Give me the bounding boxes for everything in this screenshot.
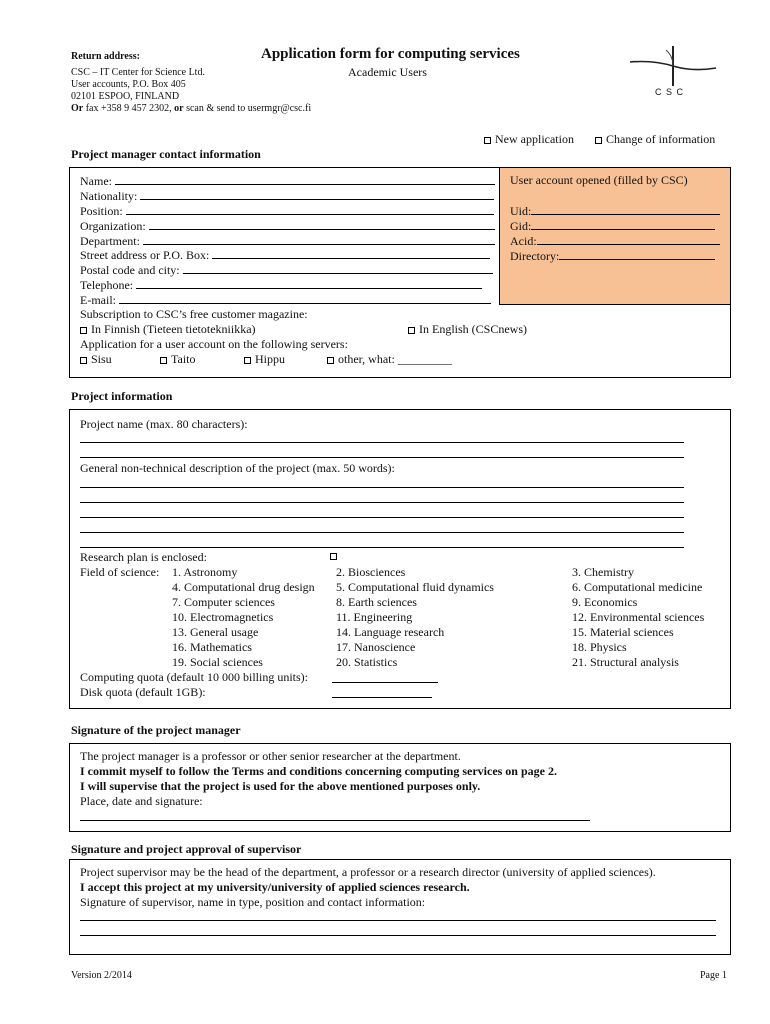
disk-quota-label: Disk quota (default 1GB): xyxy=(80,685,206,699)
address-line-3: 02101 ESPOO, FINLAND xyxy=(71,91,180,102)
email-label: E-mail: xyxy=(80,293,116,307)
pm-signature-title: Signature of the project manager xyxy=(71,723,241,737)
english-option[interactable] xyxy=(408,322,527,337)
finnish-option[interactable] xyxy=(80,322,256,337)
science-field-item[interactable]: 11. Engineering xyxy=(336,610,413,624)
version-label: Version 2/2014 xyxy=(71,970,132,981)
server-sisu[interactable] xyxy=(80,352,112,367)
form-subtitle: Academic Users xyxy=(348,65,427,79)
pm-signature-line-3: I will supervise that the project is used for the above mentioned purposes only. xyxy=(80,779,481,793)
organization-label: Organization: xyxy=(80,219,146,233)
science-field-item[interactable]: 5. Computational fluid dynamics xyxy=(336,580,494,594)
research-plan-checkbox[interactable] xyxy=(330,553,337,560)
change-info-label: Change of information xyxy=(606,132,716,146)
science-field-item[interactable]: 18. Physics xyxy=(572,640,627,654)
position-label: Position: xyxy=(80,204,123,218)
telephone-field[interactable] xyxy=(80,277,482,293)
server-other[interactable] xyxy=(327,352,452,367)
email-field[interactable] xyxy=(80,292,491,308)
project-desc-label: General non-technical description of the project (max. 50 words): xyxy=(80,461,395,475)
postal-field[interactable] xyxy=(80,262,493,278)
science-field-item[interactable]: 19. Social sciences xyxy=(172,655,263,669)
science-field-item[interactable]: 10. Electromagnetics xyxy=(172,610,274,624)
fax-text-2: scan & send to usermgr@csc.fi xyxy=(186,103,312,114)
computing-quota-input[interactable] xyxy=(332,682,438,683)
return-address-label: Return address: xyxy=(71,51,140,62)
pm-signature-line-1: The project manager is a professor or other senior researcher at the department. xyxy=(80,749,461,763)
acid-label: Acid: xyxy=(510,234,537,248)
project-desc-line-4[interactable] xyxy=(80,532,684,533)
science-field-item[interactable]: 17. Nanoscience xyxy=(336,640,416,654)
address-line-1: CSC – IT Center for Science Ltd. xyxy=(71,67,205,78)
science-field-item[interactable]: 16. Mathematics xyxy=(172,640,252,654)
project-section-title: Project information xyxy=(71,389,173,403)
fax-or-2: or xyxy=(174,103,184,114)
csc-box-title: User account opened (filled by CSC) xyxy=(510,173,688,187)
pm-signature-line-4: Place, date and signature: xyxy=(80,794,203,808)
other-checkbox[interactable] xyxy=(327,357,334,364)
subscription-label: Subscription to CSC’s free customer magazine: xyxy=(80,307,308,321)
street-label: Street address or P.O. Box: xyxy=(80,248,210,262)
name-label: Name: xyxy=(80,174,112,188)
science-field-item[interactable]: 8. Earth sciences xyxy=(336,595,417,609)
fax-text: fax +358 9 457 2302, xyxy=(85,103,172,114)
fax-line xyxy=(71,103,311,114)
science-field-item[interactable]: 12. Environmental sciences xyxy=(572,610,705,624)
hippu-checkbox[interactable] xyxy=(244,357,251,364)
supervisor-line-2: I accept this project at my university/university of applied sciences research. xyxy=(80,880,470,894)
project-desc-line-1[interactable] xyxy=(80,487,684,488)
english-checkbox[interactable] xyxy=(408,327,415,334)
directory-field[interactable] xyxy=(510,248,715,264)
science-field-item[interactable]: 21. Structural analysis xyxy=(572,655,679,669)
nationality-field[interactable] xyxy=(80,188,494,204)
organization-field[interactable] xyxy=(80,218,495,234)
new-application-option[interactable] xyxy=(484,132,574,147)
position-field[interactable] xyxy=(80,203,494,219)
acid-field[interactable] xyxy=(510,233,720,249)
directory-label: Directory: xyxy=(510,249,560,263)
pm-signature-input[interactable] xyxy=(80,820,590,821)
hippu-label: Hippu xyxy=(255,352,285,366)
project-desc-line-2[interactable] xyxy=(80,502,684,503)
fax-or-1: Or xyxy=(71,103,84,114)
postal-label: Postal code and city: xyxy=(80,263,180,277)
name-field[interactable] xyxy=(80,173,495,189)
server-taito[interactable] xyxy=(160,352,196,367)
supervisor-line-3: Signature of supervisor, name in type, position and contact information: xyxy=(80,895,426,909)
science-field-item[interactable]: 2. Biosciences xyxy=(336,565,406,579)
science-field-item[interactable]: 20. Statistics xyxy=(336,655,398,669)
science-field-item[interactable]: 15. Material sciences xyxy=(572,625,674,639)
science-field-item[interactable]: 3. Chemistry xyxy=(572,565,634,579)
nationality-label: Nationality: xyxy=(80,189,138,203)
science-field-item[interactable]: 9. Economics xyxy=(572,595,638,609)
new-application-checkbox[interactable] xyxy=(484,137,491,144)
uid-label: Uid: xyxy=(510,204,532,218)
application-servers-label: Application for a user account on the following servers: xyxy=(80,337,348,351)
finnish-checkbox[interactable] xyxy=(80,327,87,334)
telephone-label: Telephone: xyxy=(80,278,134,292)
science-field-item[interactable]: 1. Astronomy xyxy=(172,565,238,579)
address-line-2: User accounts, P.O. Box 405 xyxy=(71,79,186,90)
project-desc-line-5[interactable] xyxy=(80,547,684,548)
gid-field[interactable] xyxy=(510,218,715,234)
csc-filled-box xyxy=(499,167,731,305)
sisu-checkbox[interactable] xyxy=(80,357,87,364)
pm-signature-line-2: I commit myself to follow the Terms and conditions concerning computing services on page 2. xyxy=(80,764,557,778)
research-plan-label: Research plan is enclosed: xyxy=(80,550,207,564)
science-field-item[interactable]: 7. Computer sciences xyxy=(172,595,275,609)
disk-quota-input[interactable] xyxy=(332,697,432,698)
gid-label: Gid: xyxy=(510,219,532,233)
science-field-item[interactable]: 13. General usage xyxy=(172,625,259,639)
form-title: Application form for computing services xyxy=(261,46,520,62)
project-desc-line-3[interactable] xyxy=(80,517,684,518)
new-application-label: New application xyxy=(495,132,574,146)
science-field-item[interactable]: 14. Language research xyxy=(336,625,445,639)
uid-field[interactable] xyxy=(510,203,720,219)
pm-section-title: Project manager contact information xyxy=(71,147,261,161)
supervisor-input-line-1[interactable] xyxy=(80,920,716,921)
taito-label: Taito xyxy=(171,352,196,366)
project-name-line-2[interactable] xyxy=(80,457,684,458)
page-number: Page 1 xyxy=(700,970,727,981)
change-info-option[interactable] xyxy=(595,132,715,147)
computing-quota-label: Computing quota (default 10 000 billing units): xyxy=(80,670,308,684)
supervisor-input-line-2[interactable] xyxy=(80,935,716,936)
project-name-label: Project name (max. 80 characters): xyxy=(80,417,248,431)
english-label: In English (CSCnews) xyxy=(419,322,527,336)
change-info-checkbox[interactable] xyxy=(595,137,602,144)
supervisor-line-1: Project supervisor may be the head of the department, a professor or a research director (university of applied sciences). xyxy=(80,865,656,879)
project-name-line-1[interactable] xyxy=(80,442,684,443)
field-of-science-label: Field of science: xyxy=(80,565,160,579)
other-label: other, what: _________ xyxy=(338,352,452,366)
science-field-item[interactable]: 6. Computational medicine xyxy=(572,580,703,594)
science-field-item[interactable]: 4. Computational drug design xyxy=(172,580,315,594)
sisu-label: Sisu xyxy=(91,352,112,366)
csc-logo-icon xyxy=(628,42,718,90)
department-label: Department: xyxy=(80,234,140,248)
taito-checkbox[interactable] xyxy=(160,357,167,364)
supervisor-title: Signature and project approval of supervisor xyxy=(71,842,302,856)
finnish-label: In Finnish (Tieteen tietotekniikka) xyxy=(91,322,256,336)
street-field[interactable] xyxy=(80,247,490,263)
csc-logo-text: C S C xyxy=(655,87,685,97)
server-hippu[interactable] xyxy=(244,352,285,367)
